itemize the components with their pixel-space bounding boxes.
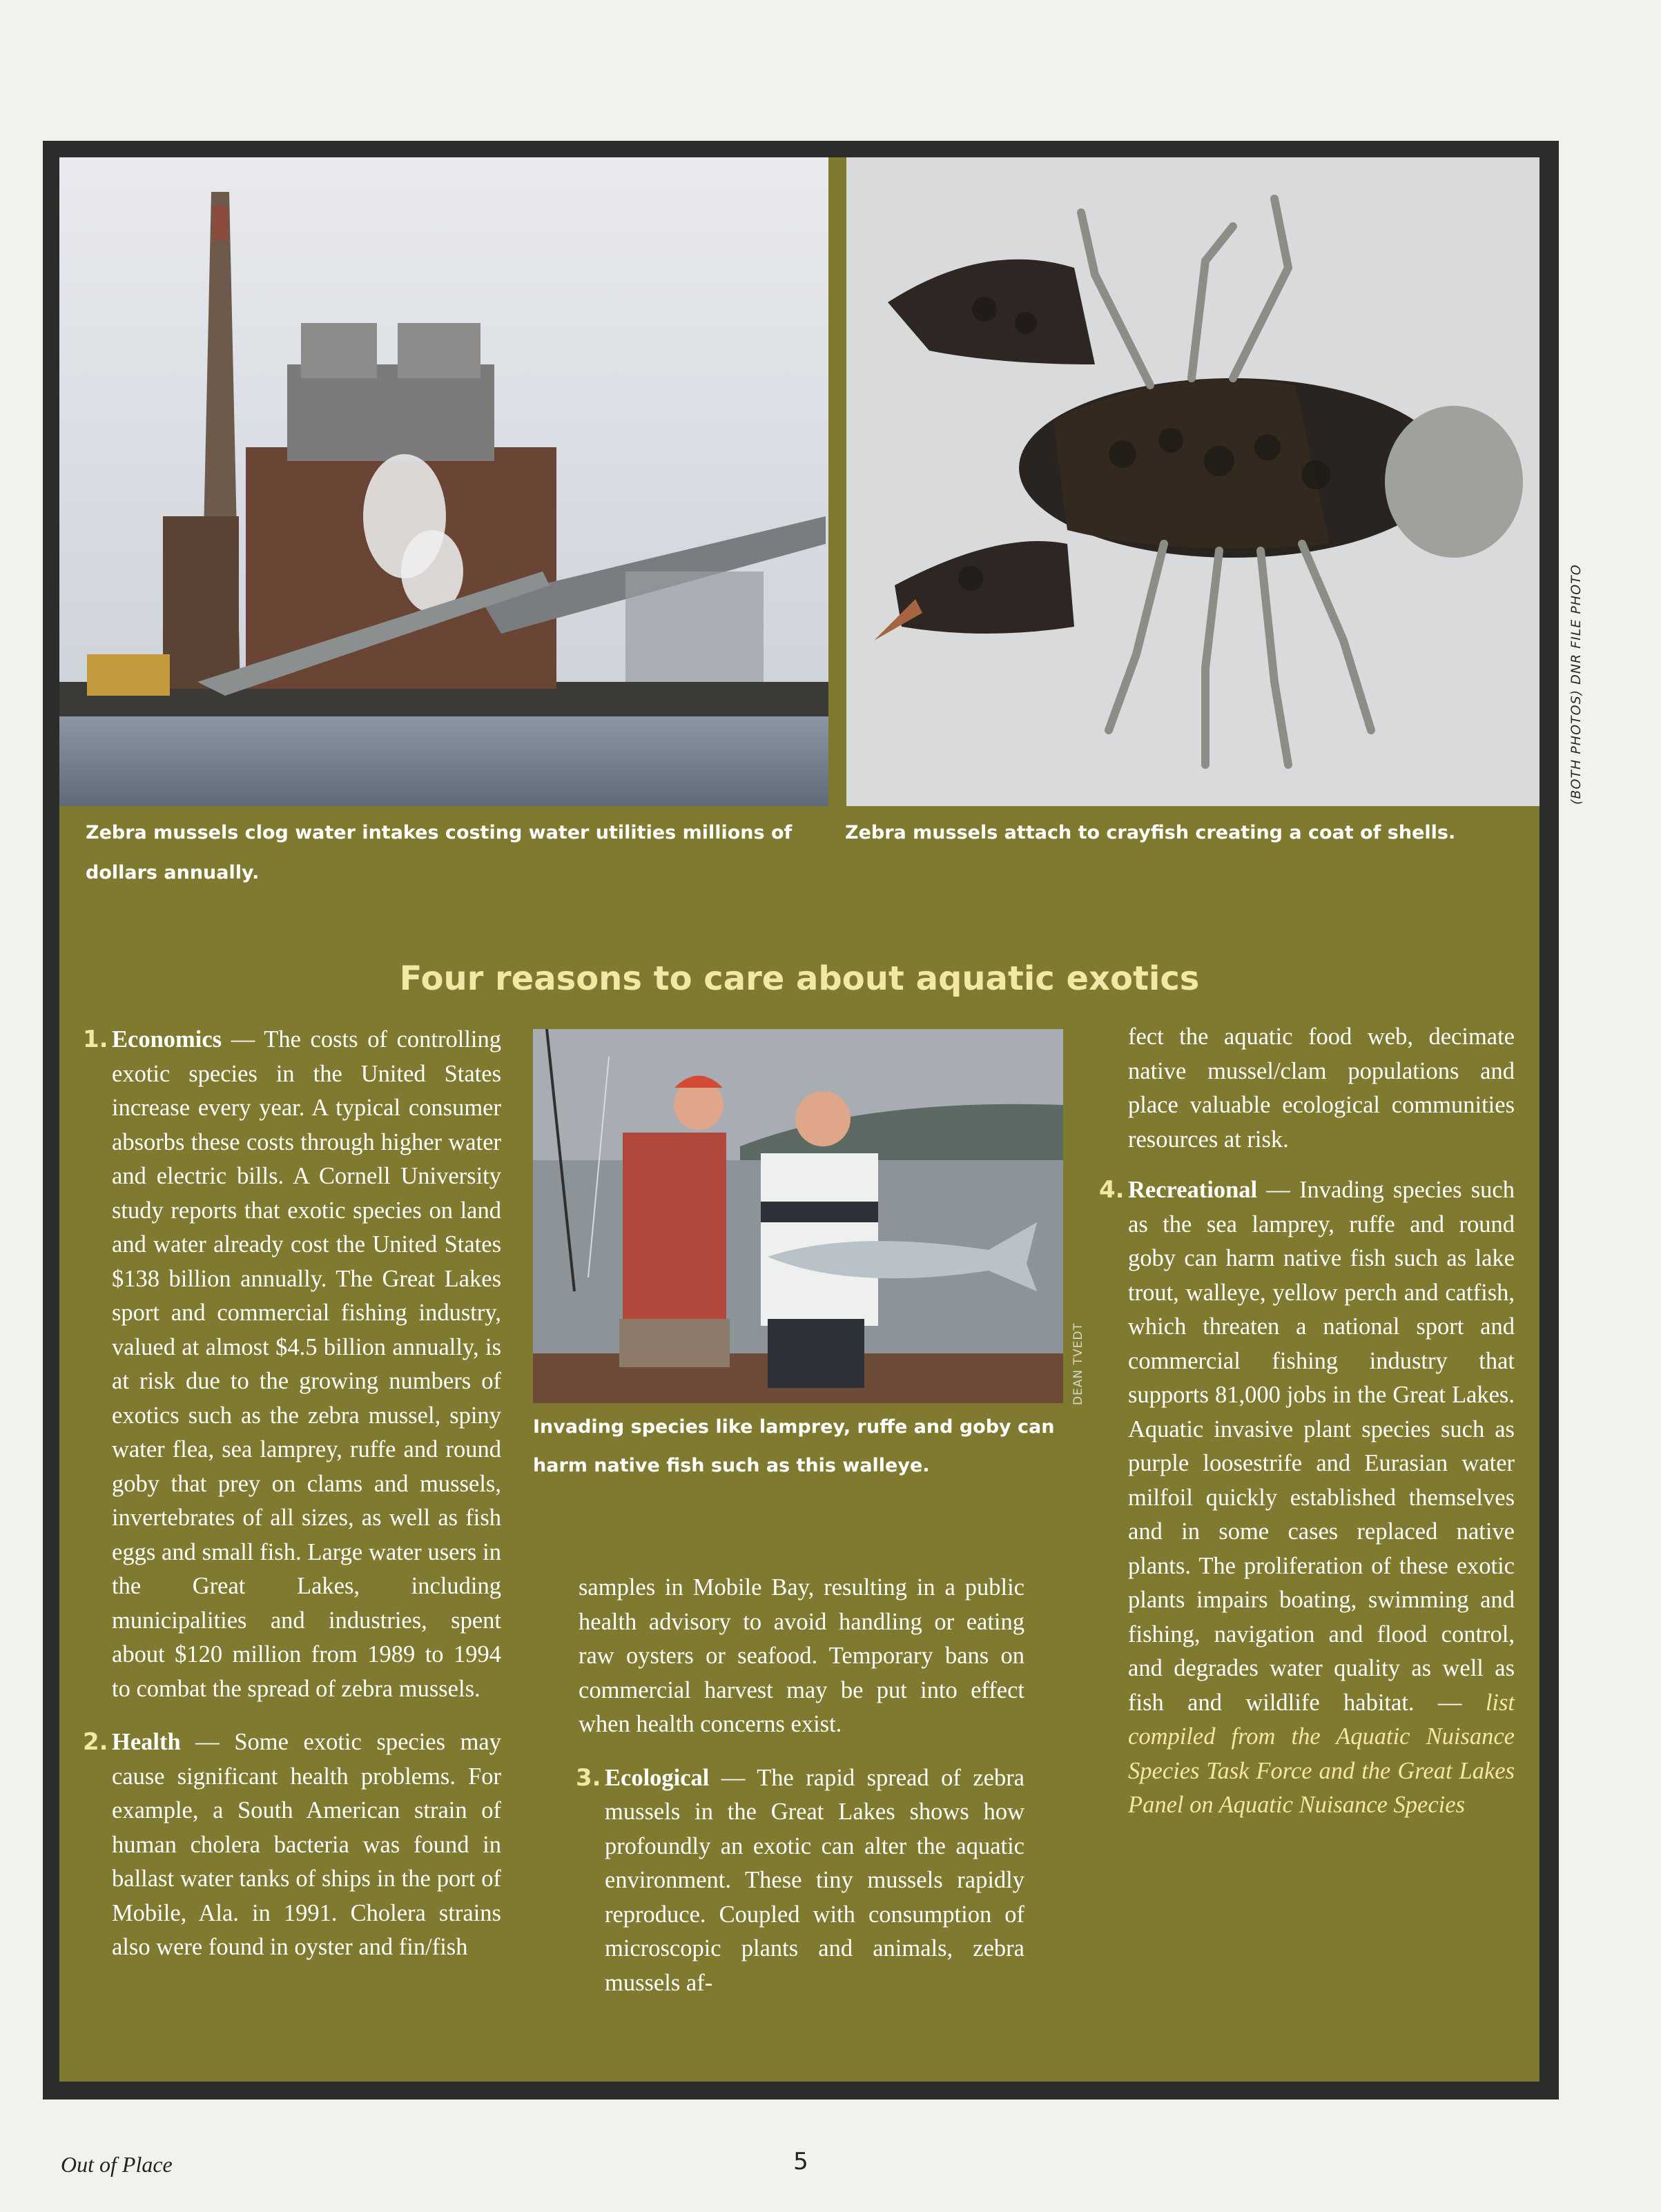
reason-text: — The rapid spread of zebra mussels in the Great Lakes shows how profoundly an exotic can alter the aquatic environment. These tiny mussels rapidly reproduce. Coupled with consumption of microscopic plants and animals, zebra mussels af- [605, 1764, 1024, 1996]
reason-recreational [1099, 1173, 1515, 1823]
page-number: 5 [793, 2148, 808, 2175]
reason-text: — Some exotic species may cause significant health problems. For example, a South American strain of human cholera bacteria was found in ballast water tanks of ships in the port of Mobile, Ala. in 1991. Cholera strains also were found in oyster and fin/fish [112, 1729, 501, 1960]
power-plant-photo [59, 157, 828, 806]
fish-photo-credit: DEAN TVEDT [1071, 1322, 1085, 1405]
power-plant-caption: Zebra mussels clog water intakes costing water utilities millions of dollars annually. [86, 822, 793, 883]
reason-health-continued: samples in Mobile Bay, resulting in a public health advisory to avoid handling or eating raw oysters or seafood. Temporary bans on commercial harvest may be put into effect when health concerns exist. [579, 1574, 1024, 1737]
section-heading: Four reasons to care about aquatic exotics [399, 959, 1200, 998]
reason-text: — The costs of controlling exotic species in the United States increase every year. A typical consumer absorbs these costs through higher water and electric bills. A Cornell University study reports that exotic species on land and water already cost the United States $138 billion annually. The Great Lakes sport and commercial fishing industry, valued at almost $4.5 billion annually, is at risk due to the growing numbers of exotics such as the zebra mussel, spiny water flea, sea lamprey, ruffe and round goby that prey on clams and mussels, invertebrates of all sizes, as well as fish eggs and small fish. Large water users in the Great Lakes, including municipalities and industries, spent about $120 million from 1989 to 1994 to combat the spread of zebra mussels. [112, 1026, 501, 1702]
source-citation: list compiled from the Aquatic Nuisance Species Task Force and the Great Lakes Panel on Aquatic Nuisance Species [1128, 1689, 1515, 1818]
reason-number: 4. [1099, 1176, 1125, 1204]
reason-number: 2. [83, 1728, 108, 1756]
mussel-covered-crayfish-photo [846, 157, 1539, 806]
crayfish-caption: Zebra mussels attach to crayfish creating a coat of shells. [845, 822, 1456, 843]
reason-term: Health [112, 1729, 181, 1755]
anglers-with-fish-photo [533, 1029, 1063, 1403]
text-column-3 [1099, 1020, 1515, 1823]
reason-number: 3. [576, 1763, 601, 1792]
reason-term: Recreational [1128, 1177, 1258, 1203]
reason-term: Ecological [605, 1764, 710, 1791]
reason-health [83, 1725, 501, 1965]
reason-ecological-continued: fect the aquatic food web, decimate native mussel/clam populations and place valuable ecological communities resources at risk. [1128, 1024, 1515, 1153]
text-column-1 [83, 1023, 501, 1965]
photo-credit-both: (BOTH PHOTOS) DNR FILE PHOTO [1568, 564, 1584, 805]
reason-economics [83, 1023, 501, 1706]
reason-text: — Invading species such as the sea lamprey, ruffe and round goby can harm native fish such as lake trout, walleye, yellow perch and catfish, which threaten a national sport and commercial fishing industry that supports 81,000 jobs in the Great Lakes. Aquatic invasive plant species such as purple loosestrife and Eurasian water milfoil quickly established themselves and in some cases replaced native plants. The proliferation of these exotic plants impairs boating, swimming and fishing, navigation and flood control, and degrades water quality as well as fish and wildlife habitat. — [1128, 1177, 1515, 1716]
reason-ecological [576, 1761, 1024, 2001]
reason-number: 1. [83, 1026, 108, 1053]
fish-photo-caption: Invading species like lamprey, ruffe and goby can harm native fish such as this walleye. [533, 1416, 1055, 1476]
reason-term: Economics [112, 1026, 222, 1053]
text-column-2 [576, 1571, 1024, 2000]
publication-title: Out of Place [61, 2152, 173, 2177]
